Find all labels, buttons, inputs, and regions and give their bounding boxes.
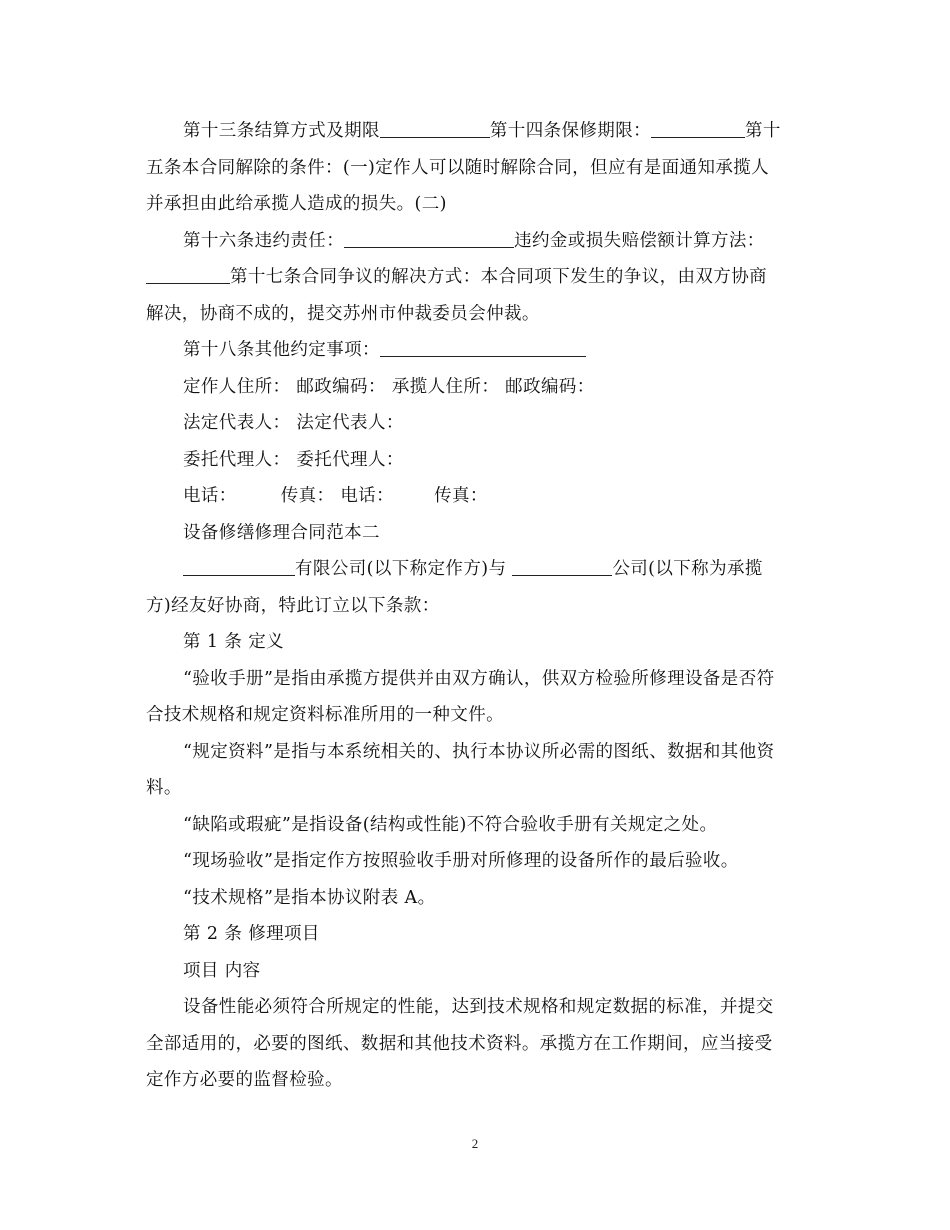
performance-requirement-line-3: 定作方必要的监督检验。 [146, 1070, 343, 1090]
definition-specified-materials: “规定资料”是指与本系统相关的、执行本协议所必需的图纸、数据和其他资 [183, 741, 775, 762]
article-2-heading: 第 2 条 修理项目 [183, 924, 320, 944]
item-content-heading: 项目 内容 [183, 960, 261, 981]
parties-text-b: 公司(以下称为承揽 [612, 559, 763, 579]
clause-18-line [146, 332, 798, 369]
clause-13-text: 第十三条结算方式及期限 [183, 121, 380, 141]
phone-label-1: 电话： [183, 486, 237, 506]
address-line: 定作人住所： 邮政编码： 承揽人住所： 邮政编码： [183, 376, 595, 397]
definition-acceptance-manual-cont: 合技术规格和规定资料标准所用的一种文件。 [146, 705, 504, 725]
article-1-heading: 第 1 条 定义 [183, 632, 285, 652]
clause-14-text: 第十四条保修期限： [489, 121, 652, 141]
definition-site-acceptance: “现场验收”是指定作方按照验收手册对所修理的设备所作的最后验收。 [183, 851, 739, 871]
clause-17-line-2: 解决，协商不成的，提交苏州市仲裁委员会仲裁。 [146, 303, 540, 324]
contact-line [146, 478, 798, 515]
performance-requirement-line-2: 全部适用的，必要的图纸、数据和其他技术资料。承揽方在工作期间，应当接受 [146, 1033, 773, 1054]
clause-13-14-line [146, 113, 798, 150]
page-number: 2 [471, 1136, 479, 1151]
parties-line [146, 551, 798, 588]
clause-15-start: 第十 [745, 121, 781, 141]
clause-15-line-2: 五条本合同解除的条件：(一)定作人可以随时解除合同，但应有是面通知承揽人 [146, 157, 770, 178]
clause-15-line-3: 并承担由此给承揽人造成的损失。(二) [146, 194, 447, 214]
company-a-blank[interactable] [183, 553, 295, 576]
clause-18-text: 第十八条其他约定事项： [183, 340, 380, 360]
other-matters-blank[interactable] [380, 334, 586, 357]
legal-representative-line: 法定代表人： 法定代表人： [183, 413, 404, 433]
clause-16-line [146, 223, 798, 260]
fax-phone-labels: 传真： 电话： [280, 486, 395, 506]
agent-line: 委托代理人： 委托代理人： [183, 449, 404, 470]
fax-label-2: 传真： [434, 486, 488, 506]
compensation-method-text: 违约金或损失赔偿额计算方法： [514, 230, 765, 251]
clause-17-line [146, 259, 798, 296]
warranty-blank[interactable] [651, 115, 745, 138]
definition-defect: “缺陷或瑕疵”是指设备(结构或性能)不符合验收手册有关规定之处。 [183, 814, 718, 835]
parties-line-2: 方)经友好协商，特此订立以下条款： [146, 595, 440, 616]
settlement-blank[interactable] [380, 115, 490, 138]
clause-16-text: 第十六条违约责任： [183, 230, 345, 251]
definition-technical-spec: “技术规格”是指本协议附表 A。 [183, 887, 436, 908]
definition-acceptance-manual: “验收手册”是指由承揽方提供并由双方确认，供双方检验所修理设备是否符 [183, 668, 775, 689]
template-two-heading: 设备修缮修理合同范本二 [183, 522, 380, 543]
company-b-blank[interactable] [512, 553, 612, 576]
performance-requirement-line-1: 设备性能必须符合所规定的性能，达到技术规格和规定数据的标准，并提交 [183, 997, 774, 1017]
document-body [146, 113, 798, 1099]
parties-text-a: 有限公司(以下称定作方)与 [295, 559, 507, 579]
compensation-blank[interactable] [146, 261, 230, 284]
liability-blank[interactable] [344, 225, 514, 248]
definition-specified-materials-cont: 料。 [146, 778, 182, 798]
clause-17-text: 第十七条合同争议的解决方式：本合同项下发生的争议，由双方协商 [230, 267, 767, 287]
